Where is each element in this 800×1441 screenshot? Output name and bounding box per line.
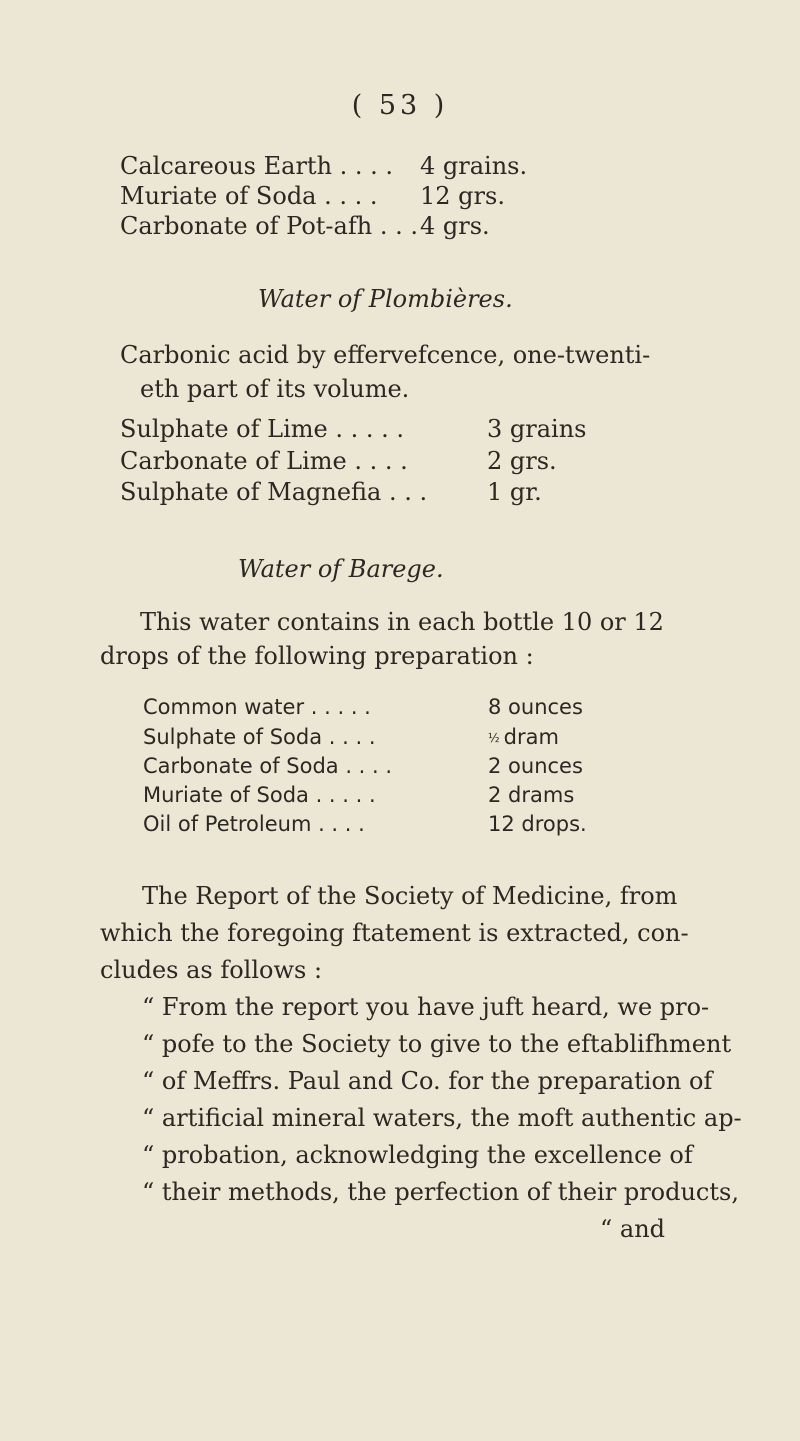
list-item <box>143 812 713 846</box>
ingredient-value-fraction <box>488 725 559 749</box>
text-line: cludes as follows : <box>100 956 323 984</box>
text-line: eth part of its volume. <box>140 375 410 403</box>
ingredient-unit: dram <box>503 725 559 749</box>
text-line: which the foregoing ftatement is extracted, con- <box>100 919 689 947</box>
section-heading-barege: Water of Barege. <box>238 555 444 583</box>
text-line: The Report of the Society of Medicine, from <box>142 882 678 910</box>
ingredient-value: 2 grs. <box>487 447 557 475</box>
ingredient-value: 1 gr. <box>487 478 542 506</box>
page-number: ( 53 ) <box>351 90 449 121</box>
ingredient-label: Carbonate of Soda . . . . <box>143 754 393 778</box>
text-line: drops of the following preparation : <box>100 642 534 670</box>
list-item <box>120 182 720 216</box>
list-item <box>120 152 720 186</box>
text-line: “ of Meffrs. Paul and Co. for the preparation of <box>142 1067 713 1095</box>
ingredient-value: 12 grs. <box>420 182 505 210</box>
list-item <box>120 447 740 481</box>
section-heading-plombieres: Water of Plombières. <box>258 285 513 313</box>
catchword: “ and <box>600 1215 666 1243</box>
list-item <box>143 695 713 729</box>
ingredient-label: Sulphate of Soda . . . . <box>143 725 376 749</box>
text-line: “ probation, acknowledging the excellence of <box>142 1141 693 1169</box>
ingredient-label: Muriate of Soda . . . . <box>120 182 378 210</box>
list-item <box>120 212 720 246</box>
ingredient-value: 12 drops. <box>488 812 587 836</box>
list-item <box>120 415 740 449</box>
ingredient-value: 3 grains <box>487 415 587 443</box>
ingredient-value: 4 grs. <box>420 212 490 240</box>
ingredient-value: 2 ounces <box>488 754 583 778</box>
paragraph-plombieres <box>120 338 650 406</box>
fraction-half: ½ <box>488 731 500 745</box>
ingredient-label: Sulphate of Magnefia . . . <box>120 478 428 506</box>
ingredient-value: 8 ounces <box>488 695 583 719</box>
paragraph-barege <box>100 605 664 673</box>
ingredient-label: Common water . . . . . <box>143 695 371 719</box>
text-line: This water contains in each bottle 10 or 12 <box>140 608 664 636</box>
ingredient-label: Oil of Petroleum . . . . <box>143 812 365 836</box>
text-line: Carbonic acid by effervefcence, one-twenti- <box>120 341 651 369</box>
ingredient-value: 4 grains. <box>420 152 528 180</box>
text-line: “ pofe to the Society to give to the eftablifhment <box>142 1030 732 1058</box>
ingredient-label: Calcareous Earth . . . . <box>120 152 394 180</box>
paragraph-report <box>100 878 742 1248</box>
ingredient-label: Carbonate of Pot-afh . . . <box>120 212 418 240</box>
text-line: “ artificial mineral waters, the moft authentic ap- <box>142 1104 742 1132</box>
ingredient-label: Muriate of Soda . . . . . <box>143 783 376 807</box>
ingredient-value: 2 drams <box>488 783 575 807</box>
text-line: “ From the report you have juft heard, we pro- <box>142 993 710 1021</box>
text-line: “ their methods, the perfection of their products, <box>142 1178 739 1206</box>
ingredient-label: Sulphate of Lime . . . . . <box>120 415 405 443</box>
ingredient-label: Carbonate of Lime . . . . <box>120 447 408 475</box>
list-item <box>120 478 740 512</box>
